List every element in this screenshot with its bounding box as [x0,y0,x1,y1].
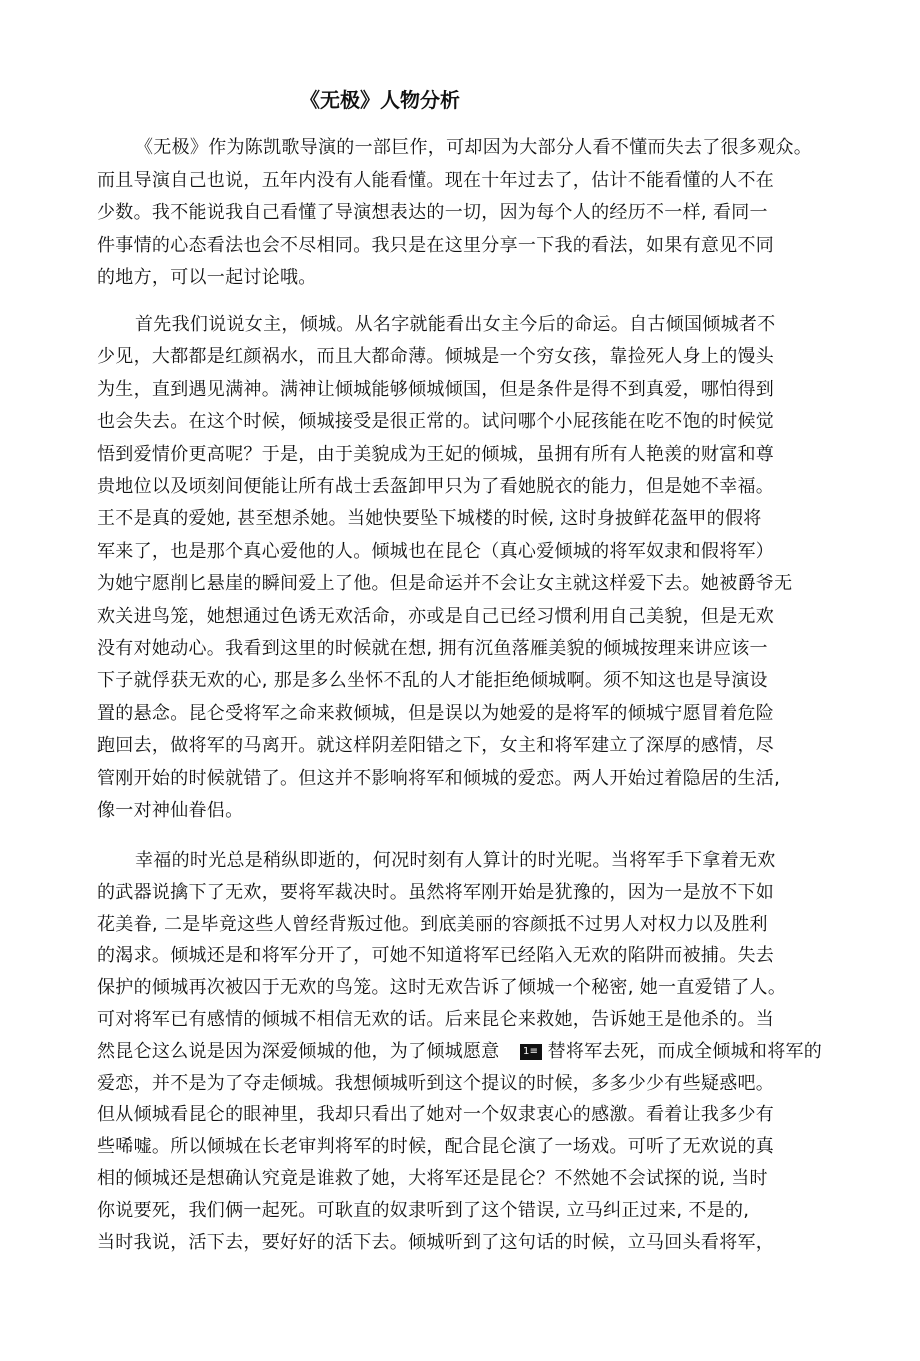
line-text: 些唏嘘。所以倾城在长老审判将军的时候，配合昆仑演了一场戏。可听了无欢说的真 [97,1136,775,1157]
line-text: 当时我说，活下去，要好好的活下去。倾城听到了这句话的时候，立马回头看将军， [97,1232,775,1253]
line-text: 的地方，可以一起讨论哦。 [97,267,317,288]
paragraph-1-line [97,266,317,290]
paragraph-3-line [97,944,774,968]
line-text: 管刚开始的时候就错了。但这并不影响将军和倾城的爱恋。两人开始过着隐居的生活, [97,768,781,789]
list-number-icon[interactable]: 1≡ [520,1044,542,1060]
line-text: 悟到爱情价更高呢？于是，由于美貌成为王妃的倾城，虽拥有所有人艳羡的财富和尊 [97,444,775,465]
line-text: 像一对神仙眷侣。 [97,800,244,821]
paragraph-1-line [97,234,774,258]
line-text: 跑回去，做将军的马离开。就这样阴差阳错之下，女主和将军建立了深厚的感情，尽 [97,735,775,756]
line-text: 你说要死，我们俩一起死。可耿直的奴隶听到了这个错误, 立马纠正过来, 不是的, [97,1200,750,1221]
line-text: 的渴求。倾城还是和将军分开了，可她不知道将军已经陷入无欢的陷阱而被捕。失去 [97,945,775,966]
paragraph-2-line [97,799,243,823]
line-text: 爱恋，并不是为了夺走倾城。我想倾城听到这个提议的时候，多多少少有些疑惑吧。 [97,1073,775,1094]
paragraph-1-line [97,169,774,193]
line-text: 可对将军已有感情的倾城不相信无欢的话。后来昆仑来救她，告诉她王是他杀的。当 [97,1009,775,1030]
paragraph-2-line [97,443,774,467]
paragraph-2-line [97,734,774,758]
line-text: 也会失去。在这个时候，倾城接受是很正常的。试问哪个小屁孩能在吃不饱的时候觉 [97,411,775,432]
paragraph-3-line [97,1167,768,1191]
line-text: 的武器说擒下了无欢，要将军裁决时。虽然将军刚开始是犹豫的，因为一是放不下如 [97,882,775,903]
line-text: 然昆仑这么说是因为深爱倾城的他，为了倾城愿意 [97,1041,500,1062]
paragraph-2-line [97,475,774,499]
paragraph-2-line [97,605,774,629]
paragraph-3-line [135,849,776,873]
paragraph-2-line [97,572,792,596]
line-text: 首先我们说说女主，倾城。从名字就能看出女主今后的命运。自古倾国倾城者不 [135,314,776,335]
paragraph-2-line [97,540,774,564]
line-text: 件事情的心态看法也会不尽相同。我只是在这里分享一下我的看法，如果有意见不同 [97,235,775,256]
line-text: 没有对她动心。我看到这里的时候就在想, 拥有沉鱼落雁美貌的倾城按理来讲应该一 [97,638,768,659]
line-text: 贵地位以及顷刻间便能让所有战士丢盔卸甲只为了看她脱衣的能力，但是她不幸福。 [97,476,775,497]
paragraph-3-line [97,1199,749,1223]
paragraph-3-line [97,976,786,1000]
line-text: 为她宁愿削匕悬崖的瞬间爱上了他。但是命运并不会让女主就这样爱下去。她被爵爷无 [97,573,793,594]
document-title: 《无极》人物分析 [300,88,460,112]
line-text: 欢关进鸟笼，她想通过色诱无欢活命，亦或是自己已经习惯利用自己美貌，但是无欢 [97,606,775,627]
paragraph-3-line [97,1008,774,1032]
line-text: 少数。我不能说我自己看懂了导演想表达的一切，因为每个人的经历不一样, 看同一 [97,202,768,223]
paragraph-3-line [97,1103,774,1127]
paragraph-3-line [97,1135,774,1159]
line-text: 下子就俘获无欢的心, 那是多么坐怀不乱的人才能拒绝倾城啊。须不知这也是导演设 [97,670,768,691]
line-text: 军来了，也是那个真心爱他的人。倾城也在昆仑（真心爱倾城的将军奴隶和假将军） [97,541,775,562]
line-text-tail: 替将军去死，而成全倾城和将军的 [547,1041,823,1062]
line-text: 花美眷, 二是毕竟这些人曾经背叛过他。到底美丽的容颜抵不过男人对权力以及胜利 [97,914,768,935]
line-text: 置的悬念。昆仑受将军之命来救倾城，但是误以为她爱的是将军的倾城宁愿冒着危险 [97,703,775,724]
paragraph-3-line [97,1072,774,1096]
paragraph-2-line [97,669,768,693]
paragraph-2-line [97,702,774,726]
paragraph-2-line [97,378,774,402]
paragraph-2-line [97,345,774,369]
line-text: 相的倾城还是想确认究竟是谁救了她，大将军还是昆仑？不然她不会试探的说, 当时 [97,1168,768,1189]
line-text: 少见，大都都是红颜祸水，而且大都命薄。倾城是一个穷女孩，靠捡死人身上的馒头 [97,346,775,367]
line-text: 王不是真的爱她, 甚至想杀她。当她快要坠下城楼的时候, 这时身披鲜花盔甲的假将 [97,508,762,529]
line-text: 但从倾城看昆仑的眼神里，我却只看出了她对一个奴隶衷心的感激。看着让我多少有 [97,1104,775,1125]
paragraph-2-line [97,637,768,661]
line-text: 保护的倾城再次被囚于无欢的鸟笼。这时无欢告诉了倾城一个秘密, 她一直爱错了人。 [97,977,787,998]
paragraph-3-line [97,881,774,905]
paragraph-3-line [97,913,768,937]
paragraph-2-line [135,313,776,337]
paragraph-3-line [97,1040,822,1064]
paragraph-3-line [97,1231,774,1255]
paragraph-1-line [135,136,812,160]
paragraph-1-line [97,201,768,225]
paragraph-2-line [97,767,780,791]
paragraph-2-line [97,410,774,434]
line-text: 《无极》作为陈凯歌导演的一部巨作，可却因为大部分人看不懂而失去了很多观众。 [135,137,813,158]
paragraph-2-line [97,507,762,531]
line-text: 为生，直到遇见满神。满神让倾城能够倾城倾国，但是条件是得不到真爱，哪怕得到 [97,379,775,400]
line-text: 而且导演自己也说，五年内没有人能看懂。现在十年过去了，估计不能看懂的人不在 [97,170,775,191]
line-text: 幸福的时光总是稍纵即逝的，何况时刻有人算计的时光呢。当将军手下拿着无欢 [135,850,776,871]
